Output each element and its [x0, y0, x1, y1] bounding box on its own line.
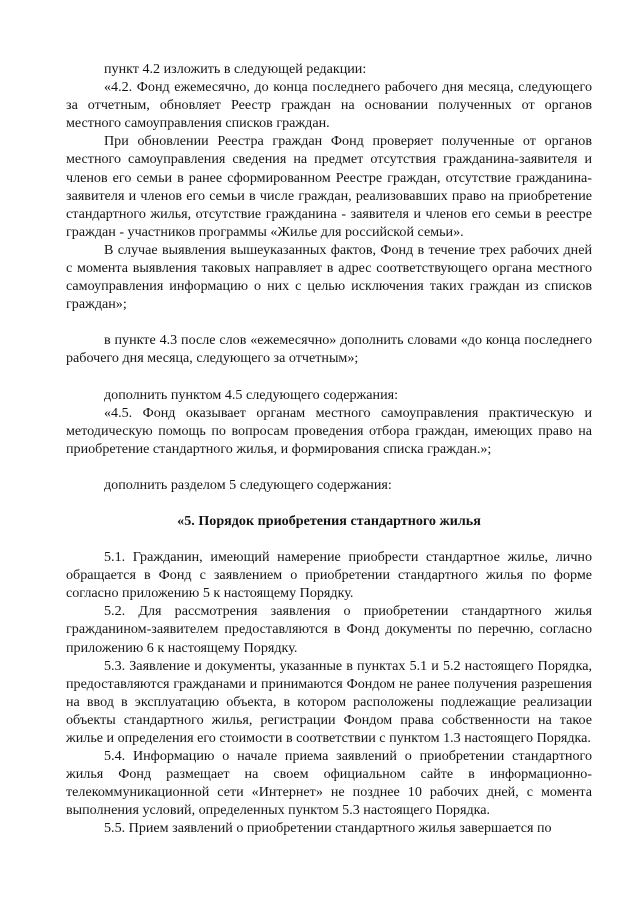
paragraph-section-5-intro: дополнить разделом 5 следующего содержания: [104, 476, 392, 493]
paragraph-5-2: 5.2. Для рассмотрения заявления о приобретении стандартного жилья гражданином-заявителем предоставляются в Фонд документы по перечню, согласно приложению 6 к настоящему Порядку. [66, 603, 592, 656]
paragraph-5-3: 5.3. Заявление и документы, указанные в пунктах 5.1 и 5.2 настоящего Порядка, предоставляются гражданами и принимаются Фондом не ранее получения разрешения на ввод в эксплуатацию объекта, в котором расположены подлежащие реализации объекты стандартного жилья, регистрации Фондом права собственности на такое жилье и определения его стоимости в соответствии с пунктом 1.3 настоящего Порядка. [66, 657, 592, 746]
paragraph-4-2-text: «4.2. Фонд ежемесячно, до конца последнего рабочего дня месяца, следующего за отчетным, обновляет Реестр граждан на основании полученных от органов местного самоуправления списков граждан. [66, 79, 592, 132]
paragraph-5-4: 5.4. Информацию о начале приема заявлений о приобретении стандартного жилья Фонд размещает на своем официальном сайте в информационно-телекоммуникационной сети «Интернет» не позднее 10 рабочих дней, с момента выполнения условий, определенных пунктом 5.3 настоящего Порядка. [66, 748, 592, 819]
paragraph-4-5-intro: дополнить пунктом 4.5 следующего содержания: [104, 386, 399, 403]
paragraph-violations: В случае выявления вышеуказанных фактов, Фонд в течение трех рабочих дней с момента выявления таковых направляет в адрес соответствующего органа местного самоуправления информацию о них с целью исключения таких граждан из списков граждан»; [66, 241, 592, 313]
paragraph-registry-update: При обновлении Реестра граждан Фонд проверяет полученные от органов местного самоуправления сведения на предмет отсутствия гражданина-заявителя и членов его семьи в ранее сформированном Реестре граждан, отсутствие гражданина-заявителя и членов его семьи в числе граждан, реализовавших право на приобретение стандартного жилья, отсутствие гражданина - заявителя и членов его семьи в реестре граждан - участников программы «Жилье для российской семьи». [66, 133, 592, 240]
paragraph-4-5-text: «4.5. Фонд оказывает органам местного самоуправления практическую и методическую помощь по вопросам проведения отбора граждан, имеющих право на приобретение стандартного жилья, и формирования списка граждан.»; [66, 404, 592, 457]
paragraph-5-1: 5.1. Гражданин, имеющий намерение приобрести стандартное жилье, лично обращается в Фонд с заявлением о приобретении стандартного жилья по форме согласно приложению 5 к настоящему Порядку. [66, 549, 592, 602]
paragraph-4-2-intro: пункт 4.2 изложить в следующей редакции: [104, 61, 367, 77]
paragraph-4-3: в пункте 4.3 после слов «ежемесячно» дополнить словами «до конца последнего рабочего дня месяца, следующего за отчетным»; [66, 332, 592, 367]
section-5-heading: «5. Порядок приобретения стандартного жилья [177, 512, 481, 529]
paragraph-5-5: 5.5. Прием заявлений о приобретении стандартного жилья завершается по [104, 820, 552, 837]
